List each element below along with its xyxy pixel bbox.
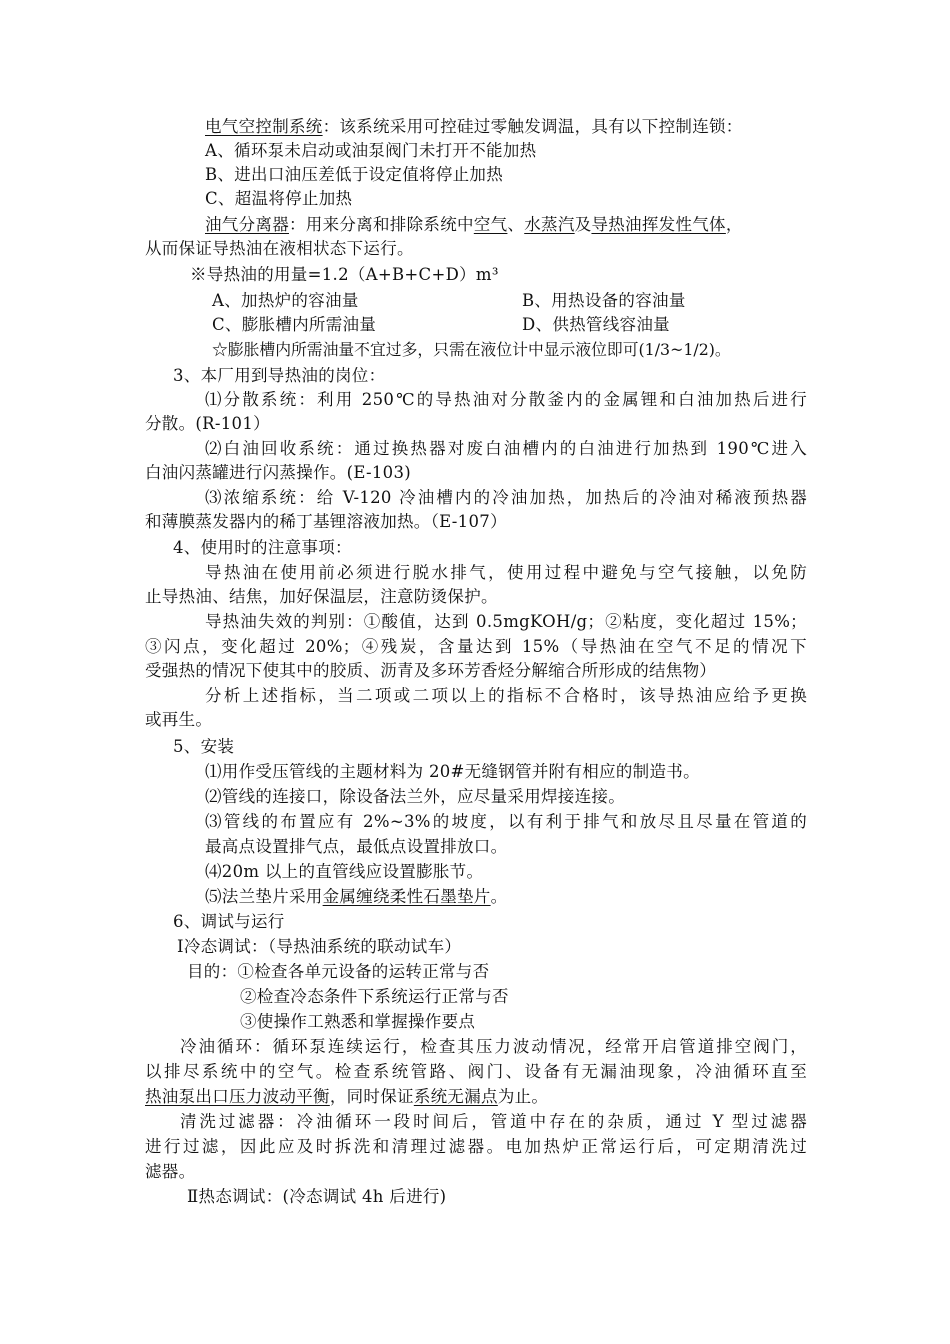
filter-line-3: 滤器。	[145, 1162, 196, 1181]
notes-line-7: 或再生。	[145, 710, 213, 729]
hot-debug-title: Ⅱ热态调试：(冷态调试 4h 后进行)	[187, 1187, 447, 1206]
install-line-2: ⑵管线的连接口，除设备法兰外，应尽量采用焊接连接。	[205, 787, 625, 806]
control-item-a: A、循环泵未启动或油泵阀门未打开不能加热	[205, 141, 537, 160]
separator-line-2: 从而保证导热油在液相状态下运行。	[145, 239, 414, 258]
section-5-heading: 5、安装	[173, 737, 235, 756]
separator-title: 油气分离器	[205, 215, 289, 234]
cold-debug-title: Ⅰ冷态调试：（导热油系统的联动试车）	[177, 937, 462, 956]
posts-line-1: ⑴分散系统：利用 250℃的导热油对分散釜内的金属锂和白油加热后进行	[205, 390, 807, 409]
posts-line-4: 白油闪蒸罐进行闪蒸操作。(E-103)	[145, 463, 411, 482]
notes-line-5: 受强热的情况下使其中的胶质、沥青及多环芳香烃分解缩合所形成的结焦物）	[145, 661, 717, 680]
pressure-balance: 热油泵出口压力波动平衡	[145, 1087, 330, 1106]
control-item-b: B、进出口油压差低于设定值将停止加热	[205, 165, 504, 184]
control-system-intro: ：该系统采用可控硅过零触发调温，具有以下控制连锁：	[322, 117, 743, 136]
cold-cycle-line-3	[145, 1086, 548, 1108]
control-system-title: 电气空控制系统	[205, 117, 323, 136]
install-line-6-end: 。	[490, 887, 508, 906]
purpose-1: 目的：①检查各单元设备的运转正常与否	[187, 962, 490, 981]
notes-line-6: 分析上述指标，当二项或二项以上的指标不合格时，该导热油应给予更换	[205, 686, 807, 705]
separator-air: 空气	[473, 215, 508, 234]
no-leak: 系统无漏点	[413, 1087, 498, 1106]
install-line-1: ⑴用作受压管线的主题材料为 20#无缝钢管并附有相应的制造书。	[205, 762, 700, 781]
cold-cycle-mid: ，同时保证	[329, 1087, 414, 1106]
oil-amount-c: C、膨胀槽内所需油量	[212, 315, 377, 334]
separator-gas: 导热油挥发性气体	[591, 215, 726, 234]
cold-cycle-line-1: 冷油循环：循环泵连续运行，检查其压力波动情况，经常开启管道排空阀门，	[180, 1037, 807, 1056]
oil-amount-b: B、用热设备的容油量	[522, 291, 686, 310]
separator-tail: ，	[725, 215, 743, 234]
notes-line-3: 导热油失效的判别：①酸值，达到 0.5mgKOH/g；②粘度，变化超过 15%；	[205, 612, 807, 631]
posts-line-5: ⑶浓缩系统：给 V-120 冷油槽内的冷油加热，加热后的冷油对稀液预热器	[205, 488, 807, 507]
oil-amount-a: A、加热炉的容油量	[212, 291, 359, 310]
section-4-heading: 4、使用时的注意事项：	[173, 538, 352, 557]
separator-text: ：用来分离和排除系统中	[289, 215, 474, 234]
notes-line-2: 止导热油、结焦，加好保温层，注意防烫保护。	[145, 587, 498, 606]
separator-steam: 水蒸汽	[524, 215, 575, 234]
install-line-4: 最高点设置排气点，最低点设置排放口。	[205, 837, 508, 856]
cold-cycle-end: 为止。	[497, 1087, 549, 1106]
control-item-c: C、超温将停止加热	[205, 189, 353, 208]
install-line-6-text: ⑸法兰垫片采用	[205, 887, 323, 906]
gasket-material: 金属缠绕柔性石墨垫片	[322, 887, 491, 906]
separator-sep: 、	[507, 215, 525, 234]
posts-line-6: 和薄膜蒸发器内的稀丁基锂溶液加热。（E-107）	[145, 512, 507, 531]
install-line-3: ⑶管线的布置应有 2%~3%的坡度，以有利于排气和放尽且尽量在管道的	[205, 812, 807, 831]
oil-amount-note: ☆膨胀槽内所需油量不宜过多，只需在液位计中显示液位即可(1/3~1/2)。	[212, 340, 731, 359]
section-3-heading: 3、本厂用到导热油的岗位：	[173, 366, 386, 385]
install-line-5: ⑷20m 以上的直管线应设置膨胀节。	[205, 862, 484, 881]
oil-amount-d: D、供热管线容油量	[522, 315, 670, 334]
filter-line-2: 进行过滤，因此应及时拆洗和清理过滤器。电加热炉正常运行后，可定期清洗过	[145, 1137, 807, 1156]
posts-line-3: ⑵白油回收系统：通过换热器对废白油槽内的白油进行加热到 190℃进入	[205, 439, 807, 458]
control-system-line	[205, 116, 743, 138]
oil-amount-formula: ※导热油的用量=1.2（A+B+C+D）m³	[190, 265, 499, 284]
notes-line-4: ③闪点，变化超过 20%；④残炭，含量达到 15%（导热油在空气不足的情况下	[145, 637, 807, 656]
purpose-3: ③使操作工熟悉和掌握操作要点	[240, 1012, 476, 1031]
separator-line	[205, 214, 743, 236]
purpose-2: ②检查冷态条件下系统运行正常与否	[240, 987, 509, 1006]
separator-and: 及	[574, 215, 592, 234]
cold-cycle-line-2: 以排尽系统中的空气。检查系统管路、阀门、设备有无漏油现象，冷油循环直至	[145, 1062, 807, 1081]
posts-line-2: 分散。(R-101）	[145, 414, 270, 433]
filter-line-1: 清洗过滤器：冷油循环一段时间后，管道中存在的杂质，通过 Y 型过滤器	[180, 1112, 807, 1131]
section-6-heading: 6、调试与运行	[173, 912, 285, 931]
install-line-6	[205, 886, 507, 908]
notes-line-1: 导热油在使用前必须进行脱水排气，使用过程中避免与空气接触，以免防	[205, 563, 807, 582]
